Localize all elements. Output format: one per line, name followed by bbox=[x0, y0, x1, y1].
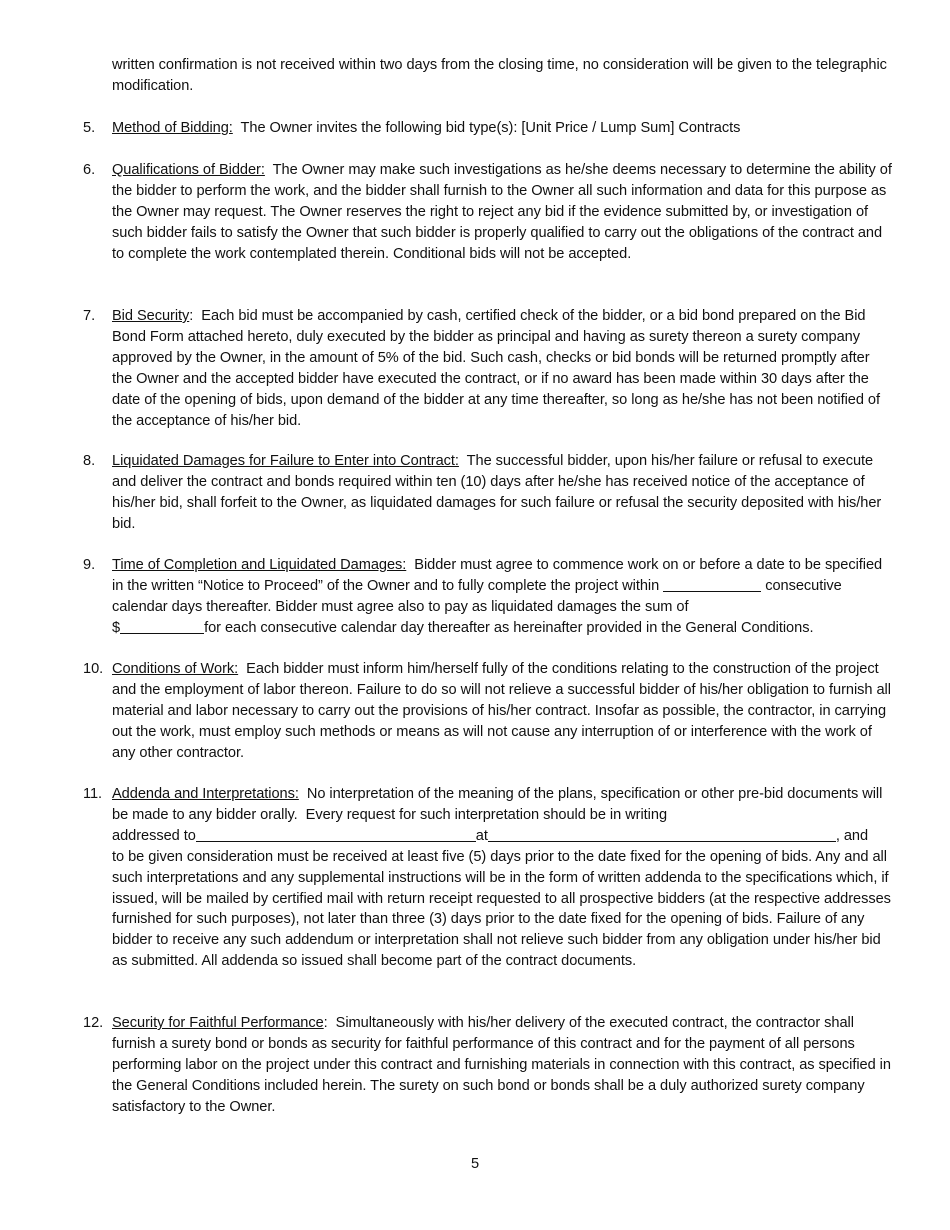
item-text: The Owner may make such investigations as he/she deems necessary to determine the ability of the bidder to perform the work, and the bidder shall furnish to the Owner all such information and data for this purpose as the Owner may request. The Owner reserves the right to reject any bid if the evidence submitted by, or investigation of such bidder fails to satisfy the Owner that such bidder is properly qualified to carry out the obligations of the contract and to complete the work contemplated therein. Conditional bids will not be accepted. bbox=[112, 162, 896, 262]
intro-paragraph: written confirmation is not received within two days from the closing time, no consideration will be given to the telegraphic modification. bbox=[112, 57, 887, 94]
item-number: 6. bbox=[83, 162, 96, 178]
item-6 bbox=[83, 160, 896, 265]
item-text: The successful bidder, upon his/her failure or refusal to execute and deliver the contract and bonds required within ten (10) days after he/she has received notice of the acceptance of his/her bid, shall forfeit to the Owner, as liquidated damages for such failure or refusal the security deposited with his/her bid. bbox=[112, 453, 886, 532]
item-11 bbox=[83, 784, 892, 972]
item-12 bbox=[83, 1013, 895, 1118]
item-text: The Owner invites the following bid type(s): [Unit Price / Lump Sum] Contracts bbox=[232, 120, 741, 136]
item-number: 8. bbox=[83, 453, 96, 469]
item-heading: Liquidated Damages for Failure to Enter into Contract: bbox=[112, 453, 459, 469]
item-text: Each bidder must inform him/herself fully of the conditions relating to the construction of the project and the employment of labor thereon. Failure to do so will not relieve a successful bidder of his/her obligation to furnish all material and labor necessary to carry out the provisions of his/her contract. Insofar as possible, the contractor, in carrying out the work, must employ such methods or means as will not cause any interruption of or interference with the work of any other contractor. bbox=[112, 661, 895, 761]
item-number: 9. bbox=[83, 557, 96, 573]
page-number: 5 bbox=[470, 1156, 480, 1172]
item-heading: Conditions of Work: bbox=[112, 661, 239, 677]
item-heading: Bid Security bbox=[112, 308, 190, 324]
item-text: Bidder must agree to commence work on or before a date to be specified in the written “Notice to Proceed” of the Owner and to fully complete the project within bbox=[112, 557, 887, 594]
item-number: 5. bbox=[83, 120, 96, 136]
addressee-blank-field[interactable] bbox=[196, 827, 476, 842]
item-text: consecutive calendar days thereafter. Bidder must agree also to pay as liquidated damages the sum of bbox=[112, 577, 842, 615]
days-blank-field[interactable] bbox=[663, 577, 761, 592]
amount-blank-field[interactable] bbox=[120, 619, 204, 634]
item-number: 10. bbox=[83, 661, 104, 677]
item-7 bbox=[83, 306, 892, 431]
item-text: No interpretation of the meaning of the plans, specification or other pre-bid documents will be made to any bidder orally. Every request for such interpretation should be in writing bbox=[112, 786, 887, 823]
item-heading: Time of Completion and Liquidated Damages: bbox=[112, 557, 407, 573]
item-text: at bbox=[475, 827, 488, 844]
address-blank-field[interactable] bbox=[488, 827, 836, 842]
item-heading: Method of Bidding: bbox=[112, 120, 233, 136]
item-number: 12. bbox=[83, 1015, 104, 1031]
item-8 bbox=[83, 451, 892, 535]
item-heading: Addenda and Interpretations: bbox=[112, 786, 299, 802]
item-number: 11. bbox=[83, 786, 103, 802]
item-text: : Each bid must be accompanied by cash, certified check of the bidder, or a bid bond prepared on the Bid Bond Form attached hereto, duly executed by the bidder as principal and having as surety thereon a surety company approved by the Owner, in the amount of 5% of the bid. Such cash, checks or bid bonds will be returned promptly after the Owner and the accepted bidder have executed the contract, or if no award has been made within 30 days after the date of the opening of bids, upon demand of the bidder at any time thereafter, so long as he/she has not been notified of the acceptance of his/her bid. bbox=[112, 308, 884, 429]
item-heading: Qualifications of Bidder: bbox=[112, 162, 265, 178]
item-text: , and bbox=[835, 827, 869, 844]
item-text: to be given consideration must be received at least five (5) days prior to the date fixed for the opening of bids. Any and all such interpretations and any supplemental instructions will be in the form of written addenda to the specifications which, if issued, will be mailed by certified mail with return receipt requested to all prospective bidders (at the respective addresses furnished for such purposes), not later than three (3) days prior to the date fixed for the opening of bids. Failure of any bidder to receive any such addendum or interpretation shall not relieve such bidder from any obligation under his/her bid as submitted. All addenda so issued shall become part of the contract documents. bbox=[112, 848, 891, 970]
item-10 bbox=[83, 659, 895, 764]
item-heading: Security for Faithful Performance bbox=[112, 1015, 324, 1031]
item-text: for each consecutive calendar day thereafter as hereinafter provided in the General Conditions. bbox=[204, 619, 814, 636]
item-text: addressed to bbox=[112, 827, 196, 844]
currency-symbol: $ bbox=[112, 619, 121, 636]
item-number: 7. bbox=[83, 308, 96, 324]
item-9 bbox=[83, 555, 892, 639]
item-text: : Simultaneously with his/her delivery of the executed contract, the contractor shall furnish a surety bond or bonds as security for faithful performance of this contract and for the payment of all persons performing labor on the project under this contract and furnishing materials in connection with this contract, as specified in the General Conditions included herein. The surety on such bond or bonds shall be a duly authorized surety company satisfactory to the Owner. bbox=[112, 1015, 895, 1115]
item-5 bbox=[83, 118, 892, 139]
